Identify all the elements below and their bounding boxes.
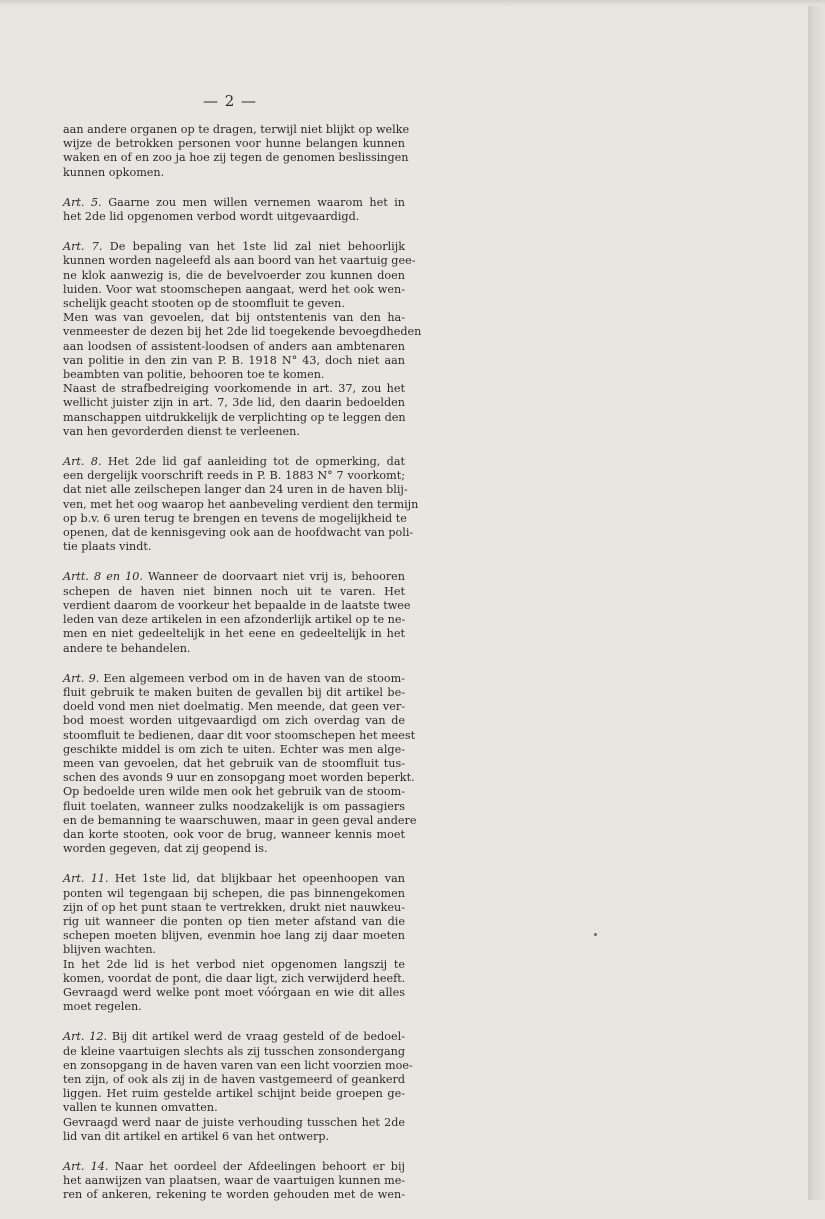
text-line — [63, 469, 405, 483]
text-line — [63, 943, 405, 957]
text-line — [63, 757, 405, 771]
text-line — [63, 1188, 405, 1202]
line-text: openen, dat de kennisgeving ook aan de hoofdwacht van poli- — [63, 526, 414, 540]
article-label: Art. 8. — [63, 455, 102, 469]
line-text: waken en of en zoo ja hoe zij tegen de genomen beslissingen — [63, 151, 409, 165]
text-line — [63, 1160, 405, 1174]
text-line — [63, 526, 414, 540]
paragraph — [63, 1160, 405, 1203]
paragraph — [63, 570, 411, 655]
line-text: Het 2de lid gaf aanleiding tot de opmerking, dat — [101, 455, 405, 469]
line-text: en de bemanning te waarschuwen, maar in geen geval andere — [63, 813, 417, 827]
line-text: het 2de lid opgenomen verbod wordt uitgevaardigd. — [63, 210, 360, 224]
line-text: In het 2de lid is het verbod niet opgenomen langszij te — [63, 957, 405, 971]
text-line — [63, 166, 405, 180]
text-line — [63, 210, 405, 224]
page-top-shadow — [0, 0, 825, 6]
text-line — [63, 497, 419, 512]
text-line — [63, 340, 405, 354]
line-text: Gaarne zou men willen vernemen waarom het in — [101, 195, 405, 209]
paper-speck — [594, 933, 597, 936]
text-line — [63, 1030, 405, 1044]
line-text: zijn of op het punt staan te vertrekken, drukt niet nauwkeu- — [63, 900, 405, 914]
line-text: bod moest worden uitgevaardigd om zich overdag van de — [63, 714, 405, 728]
line-text: wijze de betrokken personen voor hunne belangen kunnen — [63, 137, 405, 151]
text-column — [63, 123, 422, 1219]
line-text: Het 1ste lid, dat blijkbaar het opeenhoopen van — [108, 872, 405, 886]
line-text: aan andere organen op te dragen, terwijl niet blijkt op welke — [63, 123, 410, 136]
page-number: — 2 — — [202, 92, 258, 110]
text-line — [63, 196, 405, 210]
text-line — [63, 1000, 405, 1014]
line-text: meen van gevoelen, dat het gebruik van de stoomfluit tus- — [63, 756, 405, 770]
text-line — [63, 151, 409, 165]
text-line — [63, 986, 405, 1000]
text-line — [63, 872, 405, 886]
line-text: kunnen opkomen. — [63, 165, 165, 179]
line-text: Wanneer de doorvaart niet vrij is, behooren — [142, 570, 405, 584]
text-line — [63, 785, 405, 799]
text-line — [63, 512, 405, 526]
article-label: Art. 7. — [63, 240, 103, 254]
line-text: tie plaats vindt. — [63, 540, 152, 554]
text-line — [63, 1073, 405, 1087]
text-line — [63, 672, 405, 686]
article-label: Art. 14. — [63, 1160, 109, 1173]
paragraph — [63, 240, 422, 439]
paragraph — [63, 196, 405, 224]
line-text: men en niet gedeeltelijk in het eene en gedeeltelijk in het — [63, 627, 405, 641]
line-text: ten zijn, of ook als zij in de haven vastgemeerd of geankerd — [63, 1072, 405, 1086]
line-text: geschikte middel is om zich te uiten. Echter was men alge- — [63, 742, 405, 756]
line-text: kunnen worden nageleefd als aan boord van het vaartuig gee- — [63, 254, 416, 268]
text-line — [63, 887, 405, 901]
line-text: ren of ankeren, rekening te worden gehouden met de wen- — [63, 1188, 405, 1202]
text-line — [63, 137, 405, 151]
article-label: Artt. 8 en 10. — [63, 570, 143, 584]
line-text: lid van dit artikel en artikel 6 van het ontwerp. — [63, 1129, 330, 1143]
line-text: het aanwijzen van plaatsen, waar de vaartuigen kunnen me- — [63, 1174, 406, 1188]
text-line — [63, 269, 405, 283]
text-line — [63, 714, 405, 728]
line-text: Naast de strafbedreiging voorkomende in art. 37, zou het — [63, 382, 405, 396]
text-line — [63, 598, 411, 613]
text-line — [63, 800, 405, 814]
text-line — [63, 570, 405, 584]
text-line — [63, 1116, 405, 1130]
text-line — [63, 743, 405, 757]
paragraph — [63, 123, 410, 180]
text-line — [63, 627, 405, 641]
line-text: en zonsopgang in de haven varen van een licht voorzien moe- — [63, 1058, 413, 1072]
line-text: Gevraagd werd naar de juiste verhouding tusschen het 2de — [63, 1115, 405, 1129]
paragraph — [63, 872, 405, 1014]
text-line — [63, 585, 405, 599]
article-label: Art. 5. — [63, 195, 102, 209]
line-text: Bij dit artikel werd de vraag gesteld of de bedoel- — [107, 1030, 405, 1044]
line-text: op b.v. 6 uren terug te brengen en tevens de mogelijkheid te — [63, 511, 407, 525]
text-line — [63, 483, 408, 497]
text-line — [63, 842, 405, 856]
text-line — [63, 728, 416, 743]
line-text: Men was van gevoelen, dat bij ontstentenis van den ha- — [63, 311, 405, 325]
text-line — [63, 642, 405, 656]
line-text: Een algemeen verbod om in de haven van de stoom- — [99, 671, 405, 685]
text-line — [63, 1045, 405, 1059]
text-line — [63, 958, 405, 972]
line-text: verdient daarom de voorkeur het bepaalde in de laatste twee — [63, 598, 411, 612]
line-text: schepen de haven niet binnen noch uit te varen. Het — [63, 584, 405, 598]
article-label: Art. 9. — [63, 671, 100, 685]
text-line — [63, 901, 405, 915]
paragraph — [63, 455, 419, 554]
line-text: Naar het oordeel der Afdeelingen behoort er bij — [108, 1160, 405, 1173]
text-line — [63, 325, 422, 339]
paragraph — [63, 671, 417, 857]
text-line — [63, 700, 405, 714]
paragraph — [63, 1030, 413, 1144]
text-line — [63, 283, 405, 297]
text-line — [63, 254, 416, 268]
text-line — [63, 813, 417, 828]
line-text: beambten van politie, behooren toe te komen. — [63, 368, 325, 382]
line-text: blijven wachten. — [63, 943, 157, 957]
line-text: aan loodsen of assistent-loodsen of anders aan ambtenaren — [63, 339, 405, 353]
line-text: de kleine vaartuigen slechts als zij tusschen zonsondergang — [63, 1044, 405, 1058]
line-text: ponten wil tegengaan bij schepen, die pas binnengekomen — [63, 886, 405, 900]
text-line — [63, 972, 405, 986]
line-text: manschappen uitdrukkelijk de verplichting op te leggen den — [63, 410, 406, 424]
text-line — [63, 297, 405, 311]
text-line — [63, 123, 410, 137]
text-line — [63, 929, 405, 943]
text-line — [63, 396, 405, 410]
text-line — [63, 686, 405, 700]
text-line — [63, 455, 405, 469]
line-text: ne klok aanwezig is, die de bevelvoerder zou kunnen doen — [63, 268, 405, 282]
text-line — [63, 411, 405, 425]
text-line — [63, 1087, 405, 1101]
line-text: fluit gebruik te maken buiten de gevallen bij dit artikel be- — [63, 685, 405, 699]
text-line — [63, 354, 405, 368]
line-text: leden van deze artikelen in een afzonderlijk artikel op te ne- — [63, 613, 406, 627]
text-line — [63, 1058, 413, 1073]
text-line — [63, 425, 405, 439]
text-line — [63, 540, 405, 554]
line-text: een dergelijk voorschrift reeds in P. B. 1883 N° 7 voorkomt; — [63, 469, 405, 483]
text-line — [63, 915, 405, 929]
line-text: moet regelen. — [63, 1000, 142, 1014]
line-text: wellicht juister zijn in art. 7, 3de lid, den daarin bedoelden — [63, 396, 405, 410]
line-text: schepen moeten blijven, evenmin hoe lang zij daar moeten — [63, 929, 405, 943]
line-text: vallen te kunnen omvatten. — [63, 1101, 218, 1115]
line-text: worden gegeven, dat zij geopend is. — [63, 842, 268, 856]
line-text: rig uit wanneer die ponten op tien meter afstand van die — [63, 914, 405, 928]
line-text: luiden. Voor wat stoomschepen aangaat, werd het ook wen- — [63, 282, 405, 296]
line-text: dat niet alle zeilschepen langer dan 24 uren in de haven blij- — [63, 483, 408, 497]
line-text: schen des avonds 9 uur en zonsopgang moet worden beperkt. — [63, 771, 415, 785]
line-text: andere te behandelen. — [63, 641, 191, 655]
line-text: van hen gevorderden dienst te verleenen. — [63, 424, 300, 438]
line-text: De bepaling van het 1ste lid zal niet behoorlijk — [102, 240, 405, 254]
line-text: Gevraagd werd welke pont moet vóórgaan en wie dit alles — [63, 985, 405, 999]
line-text: van politie in den zin van P. B. 1918 N° 43, doch niet aan — [63, 353, 405, 367]
line-text: venmeester de dezen bij het 2de lid toegekende bevoegdheden — [63, 325, 422, 339]
line-text: liggen. Het ruim gestelde artikel schijnt beide groepen ge- — [63, 1087, 405, 1101]
text-line — [63, 771, 415, 785]
text-line — [63, 1101, 405, 1115]
text-line — [63, 368, 405, 382]
article-label: Art. 12. — [63, 1030, 108, 1044]
line-text: stoomfluit te bedienen, daar dit voor stoomschepen het meest — [63, 728, 416, 742]
line-text: dan korte stooten, ook voor de brug, wanneer kennis moet — [63, 827, 405, 841]
text-line — [63, 1130, 405, 1144]
text-line — [63, 613, 405, 627]
text-line — [63, 1174, 405, 1188]
text-line — [63, 311, 405, 325]
text-line — [63, 382, 405, 396]
page-edge-shadow — [808, 0, 825, 1200]
text-line — [63, 240, 405, 254]
line-text: komen, voordat de pont, die daar ligt, zich verwijderd heeft. — [63, 971, 406, 985]
line-text: Op bedoelde uren wilde men ook het gebruik van de stoom- — [63, 785, 405, 799]
line-text: fluit toelaten, wanneer zulks noodzakelijk is om passagiers — [63, 799, 405, 813]
text-line — [63, 828, 405, 842]
line-text: ven, met het oog waarop het aanbeveling verdient den termijn — [63, 497, 419, 511]
article-label: Art. 11. — [63, 872, 109, 886]
line-text: doeld vond men niet doelmatig. Men meende, dat geen ver- — [63, 700, 405, 714]
line-text: schelijk geacht stooten op de stoomfluit te geven. — [63, 297, 345, 311]
